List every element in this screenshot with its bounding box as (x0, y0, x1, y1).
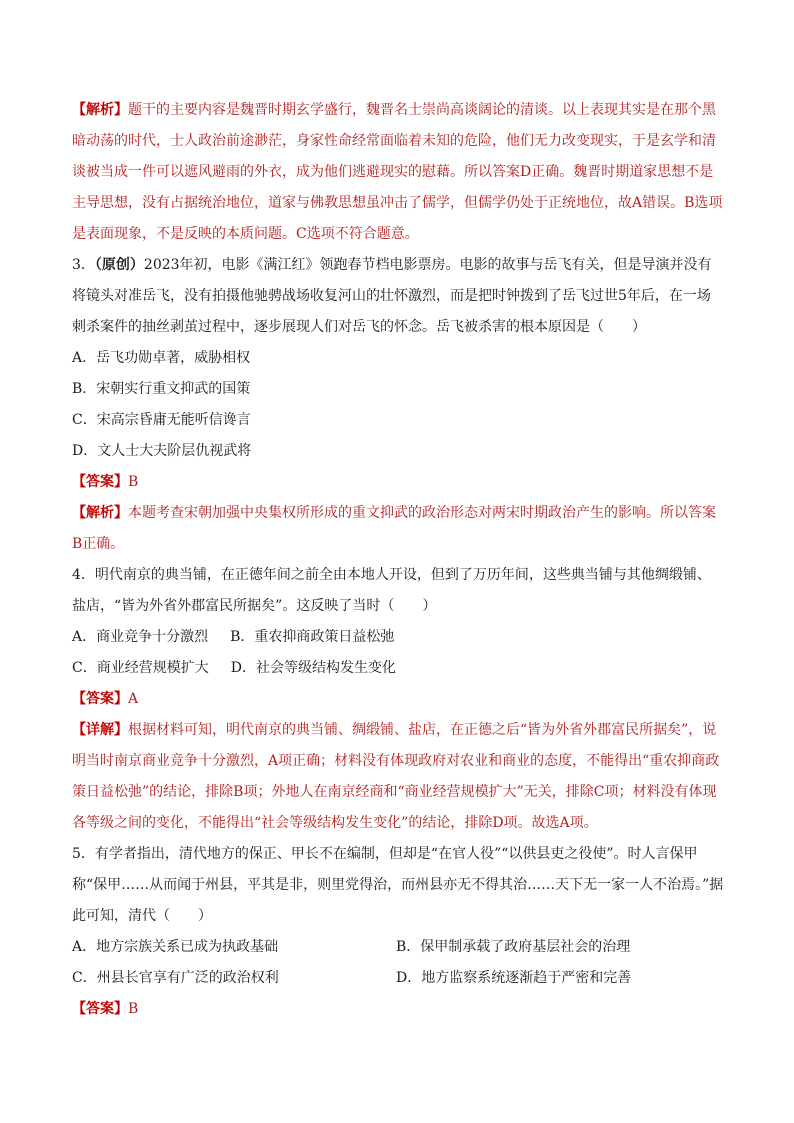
q5-option-b: B．保甲制承载了政府基层社会的治理 (396, 939, 631, 955)
document-page (72, 95, 724, 1025)
analysis-text: 本题考查宋朝加强中央集权所形成的重文抑武的政治形态对两宋时期政治产生的影响。所以答案B正确。 (72, 505, 716, 552)
question-text: 明代南京的典当铺，在正德年间之前全由本地人开设，但到了万历年间，这些典当铺与其他绸缎铺、盐店，“皆为外省外郡富民所据矣”。这反映了当时（ ） (72, 567, 711, 614)
analysis-tag: 【解析】 (72, 102, 128, 118)
q3-option-a: A．岳飞功勋卓著，威胁相权 (72, 350, 251, 366)
question-number: 4． (72, 567, 95, 583)
analysis-text: 题干的主要内容是魏晋时期玄学盛行，魏晋名士崇尚高谈阔论的清谈。以上表现其实是在那个黑暗动荡的时代，士人政治前途渺茫，身家性命经常面临着未知的危险，他们无力改变现实，于是玄学和清谈被当成一件可以遮风避雨的外衣，成为他们逃避现实的慰藉。所以答案D正确。魏晋时期道家思想不是主导思想，没有占据统治地位，道家与佛教思想虽冲击了儒学，但儒学仍处于正统地位，故A错误。B选项是表面现象，不是反映的本质问题。C选项不符合题意。 (72, 102, 723, 242)
analysis-tag: 【详解】 (72, 722, 128, 738)
q4-option-b: B．重农抑商政策日益松弛 (230, 629, 395, 645)
q3-answer (72, 467, 724, 498)
q5-options-row-2 (72, 963, 724, 994)
q5-options-row-1 (72, 932, 724, 963)
question-text: 2023年初，电影《满江红》领跑春节档电影票房。电影的故事与岳飞有关，但是导演并没有将镜头对准岳飞，没有拍摄他驰骋战场收复河山的壮怀激烈，而是把时钟拨到了岳飞过世5年后，在一场刺杀案件的抽丝剥茧过程中，逐步展现人们对岳飞的怀念。岳飞被杀害的根本原因是（ ） (72, 257, 712, 335)
q5-answer (72, 994, 724, 1025)
q2-analysis (72, 95, 724, 250)
q4-option-a: A．商业竞争十分激烈 (72, 629, 209, 645)
q4-options-row-1 (72, 622, 724, 653)
answer-tag: 【答案】 (72, 474, 128, 490)
question-number: 3． (72, 257, 95, 273)
q4-option-c: C．商业经营规模扩大 (72, 660, 209, 676)
q4-options-row-2 (72, 653, 724, 684)
q5-option-a: A．地方宗族关系已成为执政基础 (72, 939, 279, 955)
question-text: 有学者指出，清代地方的保正、甲长不在编制，但却是“在官人役”“以供县吏之役使”。时人言保甲称“保甲……从而闻于州县，平其是非，则里党得治，而州县亦无不得其治……天下无一家一人不治焉。”据此可知，清代（ ） (72, 846, 724, 924)
q3-analysis (72, 498, 724, 560)
q5-option-d: D．地方监察系统逐渐趋于严密和完善 (396, 970, 632, 986)
q3-option-c: C．宋高宗昏庸无能听信谗言 (72, 412, 251, 428)
answer-value: B (128, 474, 139, 490)
answer-tag: 【答案】 (72, 691, 128, 707)
analysis-tag: 【解析】 (72, 505, 128, 521)
q5-option-c: C．州县长官享有广泛的政治权利 (72, 970, 279, 986)
analysis-text: 根据材料可知，明代南京的典当铺、绸缎铺、盐店，在正德之后“皆为外省外郡富民所据矣”，说明当时南京商业竞争十分激烈，A项正确；材料没有体现政府对农业和商业的态度，不能得出“重农抑商政策日益松弛”的结论，排除B项；外地人在南京经商和“商业经营规模扩大”无关，排除C项；材料没有体现各等级之间的变化，不能得出“社会等级结构发生变化”的结论，排除D项。故选A项。 (72, 722, 720, 831)
q3-option-d: D．文人士大夫阶层仇视武将 (72, 443, 252, 459)
q3-option-b: B．宋朝实行重文抑武的国策 (72, 381, 251, 397)
answer-tag: 【答案】 (72, 1001, 128, 1017)
q5-stem (72, 839, 724, 932)
question-number: 5． (72, 846, 95, 862)
answer-value: A (128, 691, 139, 707)
question-source: （原创） (94, 257, 144, 273)
answer-value: B (128, 1001, 139, 1017)
q4-analysis (72, 715, 724, 839)
q4-option-d: D．社会等级结构发生变化 (230, 660, 396, 676)
q4-answer (72, 684, 724, 715)
q3-stem (72, 250, 724, 343)
q4-stem (72, 560, 724, 622)
